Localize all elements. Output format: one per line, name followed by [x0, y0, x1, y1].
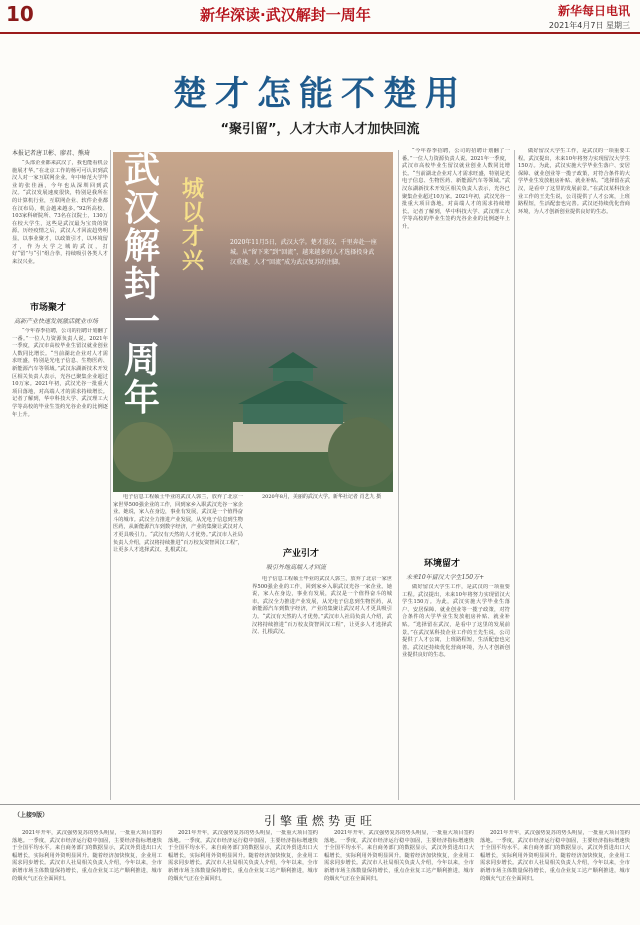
photo-overlay-text: 2020年11月5日，武汉大学。楚才返汉，千里奔赴一座城。从“留下来”到“回流”，越来越多的人才选择投身武汉重建，人才“回流”成为武汉复苏的注脚。: [230, 239, 377, 266]
lower-article-kicker: （上接9版）: [14, 812, 49, 819]
article-column-1: “头部企业都来武汉了，我也能看机会施展才华。”在北京工作的杨可可认识到武汉人对一家互联网企业。年中师范大学毕业的张佳涵，今年也从深圳回到武汉。“武汉发展速度很快，特别是我所在的计算机行业，互联网企业、软件企业都在汉布局，机会越来越多。”92所高校、103家科研院所、73名在汉院士，130万在校大学生，这些是武汉最为宝贵的资源。历经疫情之后，武汉人才回流趋势明显。以事业聚才，以政策引才，以环境留才，作为大学之城的武汉，打好“留”与“引”组合拳，持续吸引各类人才来汉兴业。: [12, 160, 108, 265]
issue-date: 2021年4月7日 星期三: [548, 21, 630, 30]
lower-column-4: 2021年开年，武汉强势复苏的势头明显，一批重大项目签约落地。一季度，武汉市经济运行稳中加固，主要经济指标增速快于全国平均水平。来自商务部门的数据显示，武汉外贸进出口大幅增长，实际利用外资明显回升。随着经济加快恢复，企业用工需求同步增长。武汉市人社局相关负责人介绍，今年以来，全市新增市场主体数量保持增长，重点企业复工达产顺利推进，城市的烟火气正在全面回归。: [480, 830, 630, 882]
lower-article-title: 引擎重燃势更旺: [263, 814, 376, 828]
section-title: 新华深读·武汉解封一周年: [200, 6, 371, 24]
section-divider: [0, 804, 640, 805]
headline: 楚才怎能不楚用: [173, 74, 467, 114]
section-title-environment: 环境留才: [424, 559, 461, 569]
page-number: 10: [6, 2, 34, 26]
section-title-industry: 产业引才: [283, 549, 320, 559]
section-deck-market: 高新产业快速发展激活就业市场: [14, 318, 99, 325]
photo-title: 武汉解封一周年: [124, 150, 161, 419]
lower-column-3: 2021年开年，武汉强势复苏的势头明显，一批重大项目签约落地。一季度，武汉市经济运行稳中加固，主要经济指标增速快于全国平均水平。来自商务部门的数据显示，武汉外贸进出口大幅增长，实际利用外资明显回升。随着经济加快恢复，企业用工需求同步增长。武汉市人社局相关负责人介绍，今年以来，全市新增市场主体数量保持增长，重点企业复工达产顺利推进，城市的烟火气正在全面回归。: [324, 830, 474, 882]
photo-tag: 城以才兴: [182, 177, 205, 274]
column-divider: [110, 150, 111, 800]
column-divider: [398, 150, 399, 800]
lower-column-1: 2021年开年，武汉强势复苏的势头明显，一批重大项目签约落地。一季度，武汉市经济运行稳中加固，主要经济指标增速快于全国平均水平。来自商务部门的数据显示，武汉外贸进出口大幅增长，实际利用外资明显回升。随着经济加快恢复，企业用工需求同步增长。武汉市人社局相关负责人介绍，今年以来，全市新增市场主体数量保持增长，重点企业复工达产顺利推进，城市的烟火气正在全面回归。: [12, 830, 162, 882]
column-divider: [514, 150, 515, 800]
article-column-7: 做好留汉大学生工作，是武汉的一项重要工程。武汉提出，未来10年将努力实现留汉大学生150万。为此，武汉实施大学毕业生落户、安居保障、就业创业等一揽子政策，对符合条件的大学毕业生发放租房补贴、就业补贴。“选择留在武汉，是看中了这里的发展前景。”在武汉某科技企业工作的王先生说，公司提供了人才公寓，上班路程短，生活配套也完善。武汉还持续优化营商环境，为人才创新创业提供良好的生态。: [518, 148, 630, 215]
header-rule: [0, 32, 640, 34]
section-deck-environment: 未来10年留汉大学生150万+: [406, 574, 485, 581]
article-column-5: “今年春季招聘，公司的招聘计划翻了一番。”一位人力资源负责人说。2021年一季度，武汉市高校毕业生留汉就业创业人数同比增长。“当前湖北企业对人才需求旺盛，特别是光电子信息、生物医药、新能源汽车等领域。”武汉东湖新技术开发区相关负责人表示，光谷已聚集企业超过10万家。2021年初，武汉光谷一批重大项目落地，对高端人才的需求持续增长。记者了解到，华中科技大学、武汉理工大学等高校的毕业生签约光谷企业的比例逐年上升。: [402, 148, 510, 230]
lower-column-2: 2021年开年，武汉强势复苏的势头明显，一批重大项目签约落地。一季度，武汉市经济运行稳中加固，主要经济指标增速快于全国平均水平。来自商务部门的数据显示，武汉外贸进出口大幅增长，实际利用外资明显回升。随着经济加快恢复，企业用工需求同步增长。武汉市人社局相关负责人介绍，今年以来，全市新增市场主体数量保持增长，重点企业复工达产顺利推进，城市的烟火气正在全面回归。: [168, 830, 318, 882]
article-column-6: 做好留汉大学生工作，是武汉的一项重要工程。武汉提出，未来10年将努力实现留汉大学生150万。为此，武汉实施大学毕业生落户、安居保障、就业创业等一揽子政策，对符合条件的大学毕业生发放租房补贴、就业补贴。“选择留在武汉，是看中了这里的发展前景。”在武汉某科技企业工作的王先生说，公司提供了人才公寓，上班路程短，生活配套也完善。武汉还持续优化营商环境，为人才创新创业提供良好的生态。: [402, 584, 510, 659]
byline: 本报记者唐卫彬、廖君、熊琦: [12, 150, 91, 157]
article-column-2: “今年春季招聘，公司的招聘计划翻了一番。”一位人力资源负责人说。2021年一季度，武汉市高校毕业生留汉就业创业人数同比增长。“当前湖北企业对人才需求旺盛，特别是光电子信息、生物医药、新能源汽车等领域。”武汉东湖新技术开发区相关负责人表示，光谷已聚集企业超过10万家。2021年初，武汉光谷一批重大项目落地，对高端人才的需求持续增长。记者了解到，华中科技大学、武汉理工大学等高校的毕业生签约光谷企业的比例逐年上升。: [12, 328, 108, 418]
article-column-3: 电子信息工程硕士毕业的武汉人郭兰，放弃了北京一家世界500强企业的工作，回到家乡入职武汉光谷一家企业。她说，家人在身边，事业有发展，武汉是一个值得奋斗的城市。武汉全力推进产业发展，从光电子信息到生物医药，从新能源汽车到数字经济，产业的集聚让武汉对人才更具吸引力。“武汉有天然的人才优势。”武汉市人社局负责人介绍，武汉将持续推进“百万校友资智回汉工程”，让更多人才选择武汉、扎根武汉。: [113, 494, 243, 554]
article-column-4: 电子信息工程硕士毕业的武汉人郭兰，放弃了北京一家世界500强企业的工作，回到家乡入职武汉光谷一家企业。她说，家人在身边，事业有发展，武汉是一个值得奋斗的城市。武汉全力推进产业发展，从光电子信息到生物医药，从新能源汽车到数字经济，产业的集聚让武汉对人才更具吸引力。“武汉有天然的人才优势。”武汉市人社局负责人介绍，武汉将持续推进“百万校友资智回汉工程”，让更多人才选择武汉、扎根武汉。: [252, 576, 392, 636]
subheadline: “聚引留”，人才大市人才加快回流: [220, 122, 420, 137]
paper-name: 新华每日电讯: [557, 4, 630, 18]
section-title-market: 市场聚才: [30, 303, 67, 313]
section-deck-industry: 吸引外地高端人才回流: [266, 564, 327, 571]
photo-caption: 2020年8月，美丽的武汉大学。新华社记者 肖艺九 摄: [262, 494, 382, 500]
